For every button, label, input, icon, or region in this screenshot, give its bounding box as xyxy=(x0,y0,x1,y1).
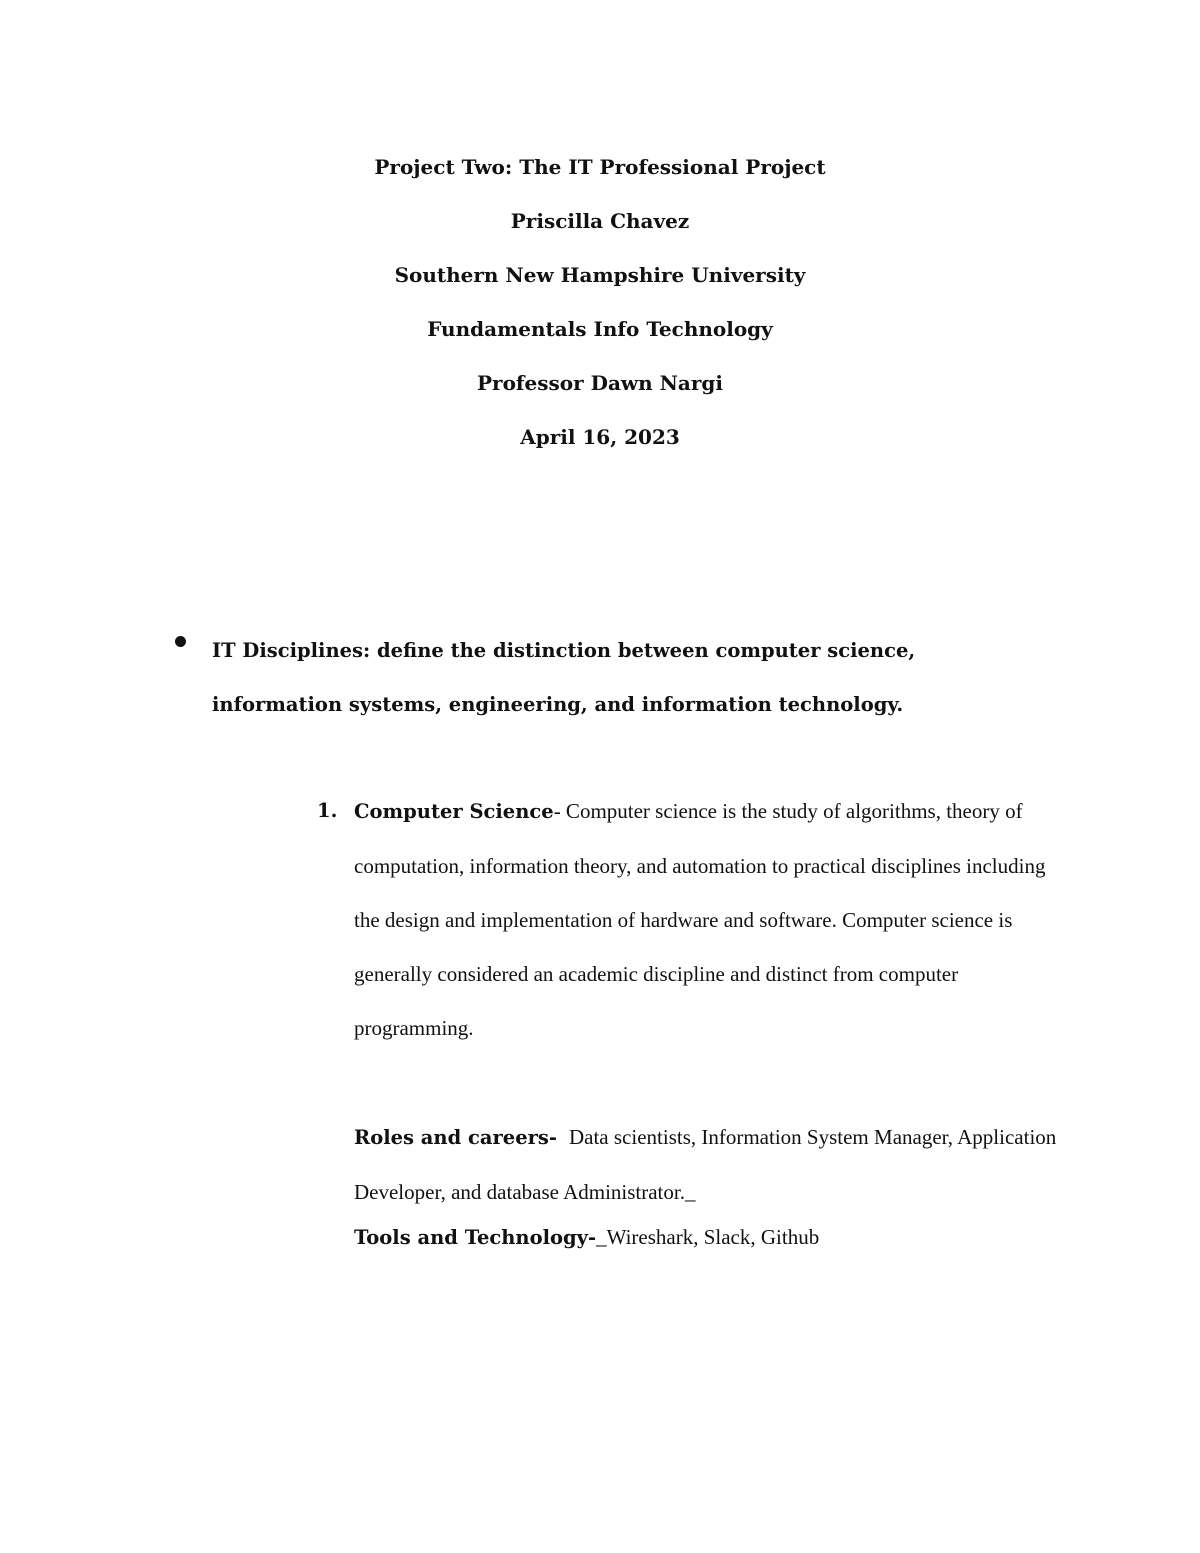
document-title: Project Two: The IT Professional Project xyxy=(374,155,826,179)
bullet-icon xyxy=(175,636,186,647)
roles-text: Data scientists, Information System Manager, Application Developer, and database Administrator._ xyxy=(354,1125,1057,1204)
roles-and-careers xyxy=(354,1110,1074,1219)
item-description: - Computer science is the study of algorithms, theory of computation, information theory, and automation to practical disciplines including the design and implementation of hardware and software. Computer science is generally considered an academic discipline and distinct from computer programming. xyxy=(354,799,1046,1040)
document-date: April 16, 2023 xyxy=(520,425,680,449)
roles-label: Roles and careers- xyxy=(354,1126,557,1149)
bullet-text: IT Disciplines: define the distinction between computer science, information systems, engineering, and information technology. xyxy=(212,639,916,716)
tools-label: Tools and Technology- xyxy=(354,1226,597,1249)
tools-text: _Wireshark, Slack, Github xyxy=(596,1225,820,1249)
course-name: Fundamentals Info Technology xyxy=(427,317,773,341)
institution-name: Southern New Hampshire University xyxy=(394,263,806,287)
list-number: 1. xyxy=(317,799,338,822)
item-heading: Computer Science xyxy=(354,800,554,823)
instructor-name: Professor Dawn Nargi xyxy=(477,371,723,395)
tools-and-technology xyxy=(354,1217,1074,1258)
title-block xyxy=(0,140,1200,464)
author-name: Priscilla Chavez xyxy=(510,209,690,233)
item-body xyxy=(354,784,1074,1055)
